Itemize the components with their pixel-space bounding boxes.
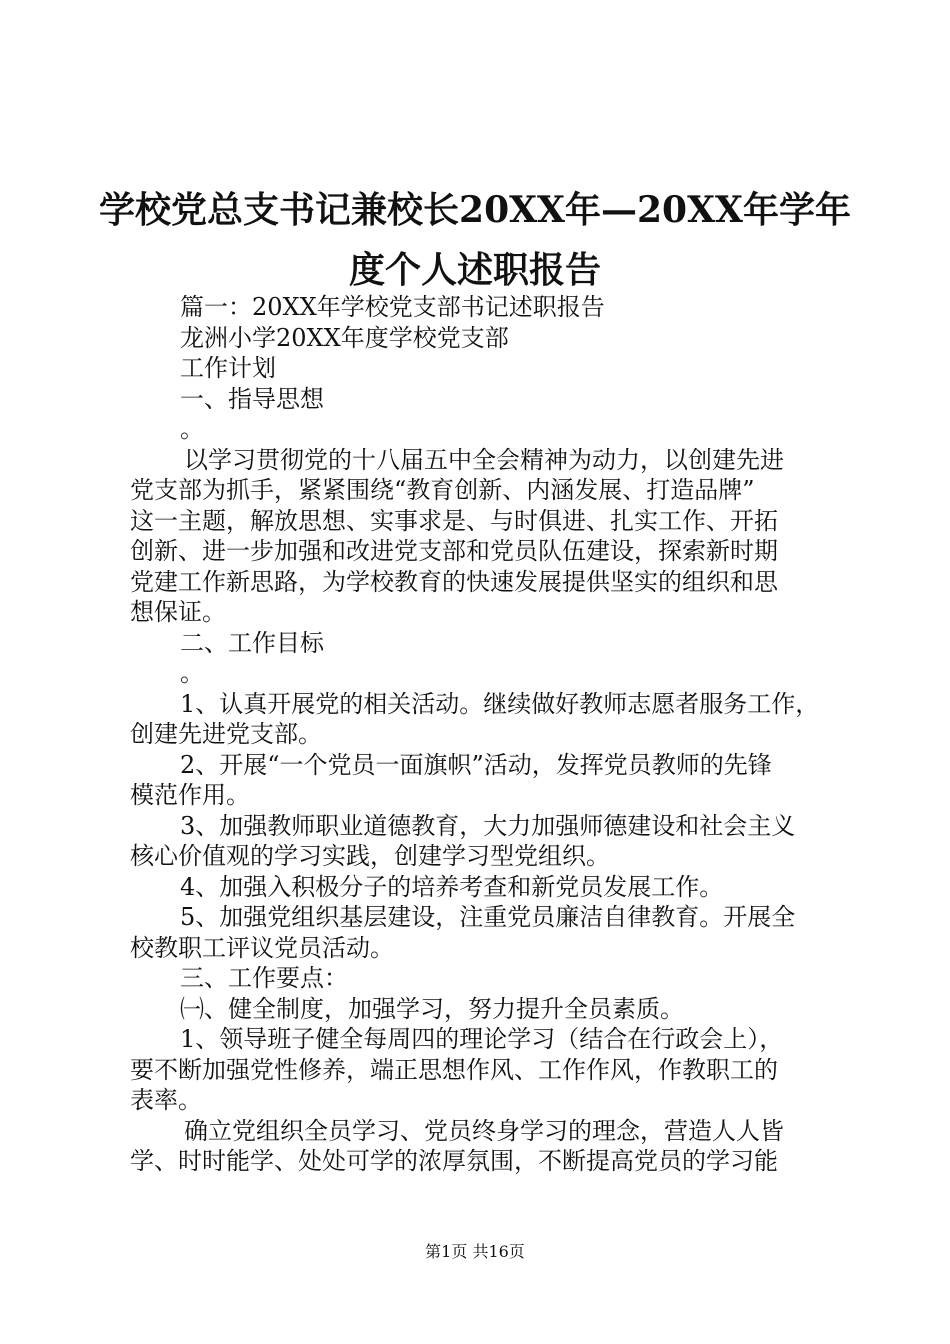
body-line: 党支部为抓手，紧紧围绕“教育创新、内涵发展、打造品牌”: [130, 476, 755, 504]
body-line: 二、工作目标: [180, 628, 324, 657]
body-line: ㈠、健全制度，加强学习，努力提升全员素质。: [180, 994, 684, 1023]
body-line: 创新、进一步加强和改进党支部和党员队伍建设，探索新时期: [130, 537, 778, 565]
body-line: 确立党组织全员学习、党员终身学习的理念，营造人人皆: [184, 1116, 784, 1145]
body-line: 要不断加强党性修养，端正思想作风、工作作风，作教职工的: [130, 1055, 778, 1084]
body-line: 3、加强教师职业道德教育，大力加强师德建设和社会主义: [180, 811, 796, 840]
body-line: 模范作用。: [130, 781, 250, 809]
body-line: 想保证。: [130, 598, 226, 626]
body-line: 龙洲小学20XX年度学校党支部: [180, 323, 509, 352]
body-line: 表率。: [130, 1086, 202, 1114]
body-line: 5、加强党组织基层建设，注重党员廉洁自律教育。开展全: [180, 903, 796, 931]
body-line: 1、领导班子健全每周四的理论学习（结合在行政会上），: [180, 1025, 784, 1053]
body-line: 。: [180, 415, 204, 443]
document-title-line-2: 度个人述职报告: [348, 249, 601, 291]
body-line: 核心价值观的学习实践，创建学习型党组织。: [130, 842, 610, 870]
body-line: 工作计划: [180, 354, 276, 382]
body-line: 4、加强入积极分子的培养考查和新党员发展工作。: [180, 872, 724, 901]
page-number-footer: 第1页 共16页: [425, 1242, 525, 1261]
body-line: 以学习贯彻党的十八届五中全会精神为动力，以创建先进: [184, 445, 784, 474]
body-line: 一、指导思想: [180, 384, 324, 413]
body-line: 创建先进党支部。: [130, 720, 322, 748]
body-line: 1、认真开展党的相关活动。继续做好教师志愿者服务工作，: [180, 689, 820, 718]
document-body: [130, 292, 835, 1177]
document-title-line-1: 学校党总支书记兼校长20XX年—20XX年学年: [99, 189, 851, 231]
body-line: 校教职工评议党员活动。: [130, 933, 394, 962]
body-line: 2、开展“一个党员一面旗帜”活动，发挥党员教师的先锋: [180, 750, 772, 779]
body-line: 。: [180, 659, 204, 687]
body-line: 学、时时能学、处处可学的浓厚氛围，不断提高党员的学习能: [130, 1147, 778, 1175]
body-line: 这一主题，解放思想、实事求是、与时俱进、扎实工作、开拓: [130, 506, 778, 535]
body-line: 篇一：20XX年学校党支部书记述职报告: [180, 293, 605, 321]
body-line: 三、工作要点：: [180, 964, 348, 992]
body-line: 党建工作新思路，为学校教育的快速发展提供坚实的组织和思: [130, 567, 778, 596]
